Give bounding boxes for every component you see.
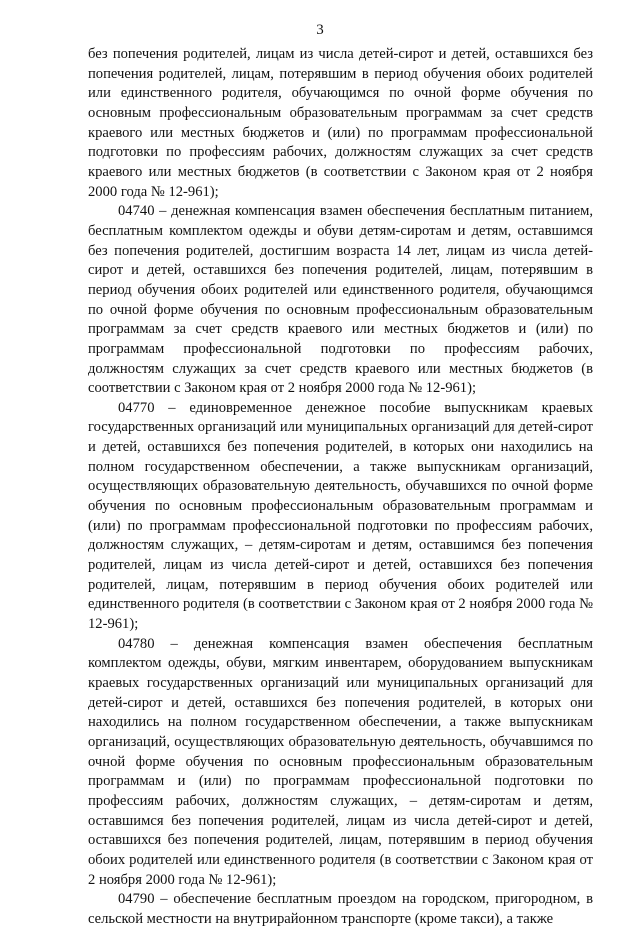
paragraph-04790: 04790 – обеспечение бесплатным проездом на городском, пригородном, в сельской местности на внутрирайонном транспорте (кроме такси), а также [88,891,593,927]
paragraph-04780: 04780 – денежная компенсация взамен обеспечения бесплатным комплектом одежды, обуви, мягким инвентарем, оборудованием выпускникам краевых государственных организаций или муниципальных организаций для детей-сирот и детей, оставшихся без попечения родителей, в которых они находились на полном государственном обеспечении, а также выпускникам организаций, осуществляющих образовательную деятельность, обучавшимся по очной форме обучения по основным профессиональным образовательным программам и (или) по программам профессиональной подготовки по профессиям рабочих, должностям служащих, – детям-сиротам и детям, оставшимся без попечения родителей, лицам из числа детей-сирот и детей, оставшихся без попечения родителей, лицам, потерявшим в период обучения обоих родителей или единственного родителя (в соответствии с Законом края от 2 ноября 2000 года № 12-961); [88,635,593,888]
page-number: 3 [316,22,324,38]
document-body [88,45,593,930]
paragraph-04770: 04770 – единовременное денежное пособие выпускникам краевых государственных организаций или муниципальных организаций для детей-сирот и детей, оставшихся без попечения родителей, в которых они находились на полном государственном обеспечении, а также выпускникам организаций, осуществляющих образовательную деятельность, обучавшихся по очной форме обучения по основным профессиональным образовательным программам и (или) по программам профессиональной подготовки по профессиям рабочих, должностям служащих, – детям-сиротам и детям, оставшимся без попечения родителей, лицам из числа детей-сирот и детей, оставшихся без попечения родителей, лицам, потерявшим в период обучения обоих родителей или единственного родителя (в соответствии с Законом края от 2 ноября 2000 года № 12-961); [88,399,593,633]
paragraph-04740: 04740 – денежная компенсация взамен обеспечения бесплатным питанием, бесплатным комплектом одежды и обуви детям-сиротам и детям, оставшимся без попечения родителей, достигшим возраста 14 лет, лицам из числа детей-сирот и детей, оставшихся без попечения родителей, лицам, потерявшим в период обучения обоих родителей или единственного родителя, обучающимся по очной форме обучения по основным профессиональным образовательным программам за счет средств краевого или местных бюджетов и (или) по программам профессиональной подготовки по профессиям рабочих, должностям служащих за счет средств краевого или местных бюджетов (в соответствии с Законом края от 2 ноября 2000 года № 12-961); [88,203,593,397]
paragraph-continued: без попечения родителей, лицам из числа детей-сирот и детей, оставшихся без попечения родителей, лицам, потерявшим в период обучения обоих родителей или единственного родителя, обучающимся по очной форме обучения по основным профессиональным образовательным программам за счет средств краевого или местных бюджетов и (или) по программам профессиональной подготовки по профессиям рабочих, должностям служащих за счет средств краевого или местных бюджетов (в соответствии с Законом края от 2 ноября 2000 года № 12-961); [88,46,593,200]
